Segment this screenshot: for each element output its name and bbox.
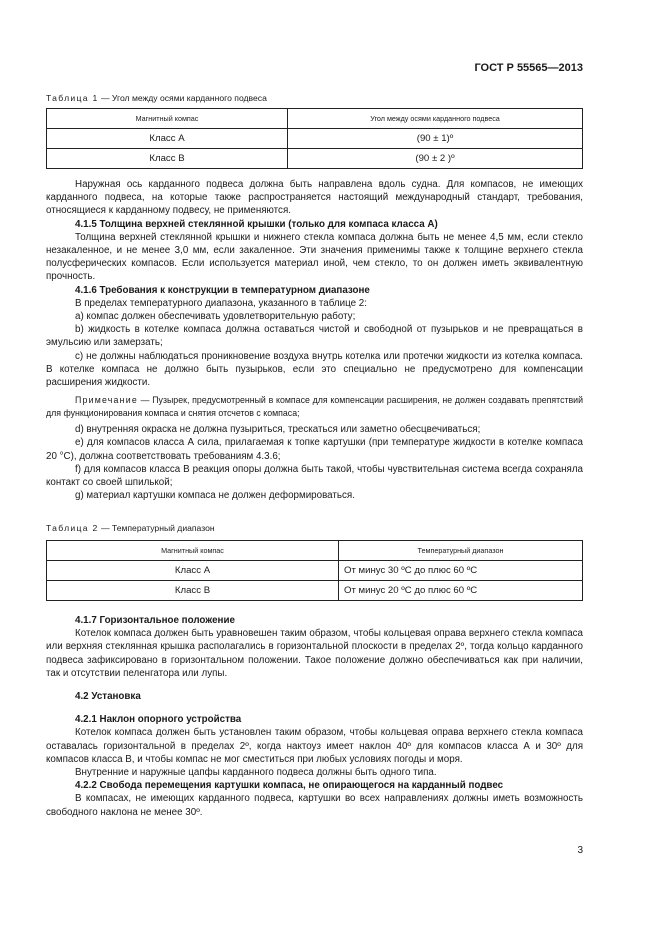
list-item: d) внутренняя окраска не должна пузыриться, трескаться или заметно обесцвечиваться; [75,424,481,436]
standard-designation: ГОСТ Р 55565—2013 [474,62,583,74]
table-cell: (90 ± 2 )º [288,149,583,169]
table2-caption-title: — Температурный диапазон [98,523,215,533]
table1-caption [46,93,267,103]
table1-caption-title: — Угол между осями карданного подвеса [98,93,267,103]
table2 [46,540,583,601]
table1-col-compass: Магнитный компас [47,109,288,129]
paragraph: Внутренние и наружные цапфы карданного подвеса должны быть одного типа. [75,767,437,779]
list-item: f) для компасов класса В реакция опоры должна быть такой, чтобы чувствительная система всегда сохраняла контакт со своей шпилькой; [46,463,583,489]
table-row [47,561,583,581]
list-item: b) жидкость в котелке компаса должна оставаться чистой и свободной от пузырьков и не превращаться в эмульсию или замерзать; [46,324,583,349]
note [46,394,583,419]
section-heading-4-1-5: 4.1.5 Толщина верхней стеклянной крышки (только для компаса класса А) [75,218,438,230]
note-text: — Пузырек, предусмотренный в компасе для компенсации расширения, не должен создавать препятствий для функционирования компаса и снятия отсчетов с компаса; [46,395,583,418]
section-heading-4-2-1: 4.2.1 Наклон опорного устройства [75,714,242,726]
paragraph: Наружная ось карданного подвеса должна быть направлена вдоль судна. Для компасов, не имеющих карданного подвеса, на которые также распространяется настоящий международный стандарт, требования, относящиеся к карданному подвесу, не применяются. [46,179,583,217]
section-heading-4-1-6: 4.1.6 Требования к конструкции в температурном диапазоне [75,284,370,296]
table2-col-range: Температурный диапазон [339,541,583,561]
section-heading-4-1-7: 4.1.7 Горизонтальное положение [75,615,235,626]
table-cell: Класс В [47,581,339,601]
table1-caption-prefix: Таблица 1 [46,93,99,103]
table2-caption [46,523,215,533]
table1 [46,108,583,169]
table-cell: От минус 30 ºС до плюс 60 ºС [339,561,583,581]
table-row [47,129,583,149]
table2-col-compass: Магнитный компас [47,541,339,561]
table-cell: От минус 20 ºС до плюс 60 ºС [339,581,583,601]
section-heading-4-2: 4.2 Установка [75,691,141,703]
table-cell: Класс А [47,129,288,149]
table-cell: Класс А [47,561,339,581]
paragraph: В пределах температурного диапазона, указанного в таблице 2: [75,297,367,309]
text-block-2 [46,614,583,819]
table-cell: Класс В [47,149,288,169]
table-cell: (90 ± 1)º [288,129,583,149]
list-item: g) материал картушки компаса не должен деформироваться. [75,490,355,502]
list-item: а) компас должен обеспечивать удовлетворительную работу; [75,311,356,323]
table-row [47,149,583,169]
paragraph: Котелок компаса должен быть уравновешен таким образом, чтобы кольцевая оправа верхнего стекла компаса или верхняя стеклянная крышка располагались в горизонтальной плоскости в пределах 2º, тогда кольцо карданного подвеса зафиксировано в горизонтальном положении. Такое положение должно обеспечиваться как при наличии, так и отсутствии пеленгатора или лупы. [46,628,583,679]
text-block-1 [46,178,583,502]
paragraph: Котелок компаса должен быть установлен таким образом, чтобы кольцевая оправа верхнего стекла компаса оставалась горизонтальной в пределах 2º, когда нактоуз имеет наклон 40º для компасов класса А и 30º для компасов класса В, и чтобы компас не мог сместиться при любых условиях погоды и моря. [46,727,583,765]
page-number: 3 [577,845,583,856]
list-item: e) для компасов класса А сила, прилагаемая к топке картушки (при температуре жидкости в котелке компаса 20 °С), должна соответствовать требованиям 4.3.6; [46,437,583,462]
table2-header-row [47,541,583,561]
paragraph: В компасах, не имеющих карданного подвеса, картушки во всех направлениях должны иметь возможность свободного наклона не менее 30º. [46,793,583,818]
table-row [47,581,583,601]
list-item: c) не должны наблюдаться проникновение воздуха внутрь котелка или протечки жидкости из котелка компаса. В котелке компаса не должно быть пузырьков, если это специально не предусмотрено для компенсации расширения жидкости. [46,350,583,389]
paragraph: Толщина верхней стеклянной крышки и нижнего стекла компаса должна быть не менее 4,5 мм, если стекло незакаленное, и не менее 3,0 мм, если закаленное. Эти значения применимы также к толщине верхнего стекла полусферических компасов. Если используется материал иной, чем стекло, то он должен иметь эквивалентную прочность. [46,231,583,283]
table2-caption-prefix: Таблица 2 [46,523,99,533]
note-label: Примечание [75,395,138,406]
table1-header-row [47,109,583,129]
table1-col-angle: Угол между осями карданного подвеса [288,109,583,129]
section-heading-4-2-2: 4.2.2 Свобода перемещения картушки компаса, не опирающегося на карданный подвес [75,780,504,792]
